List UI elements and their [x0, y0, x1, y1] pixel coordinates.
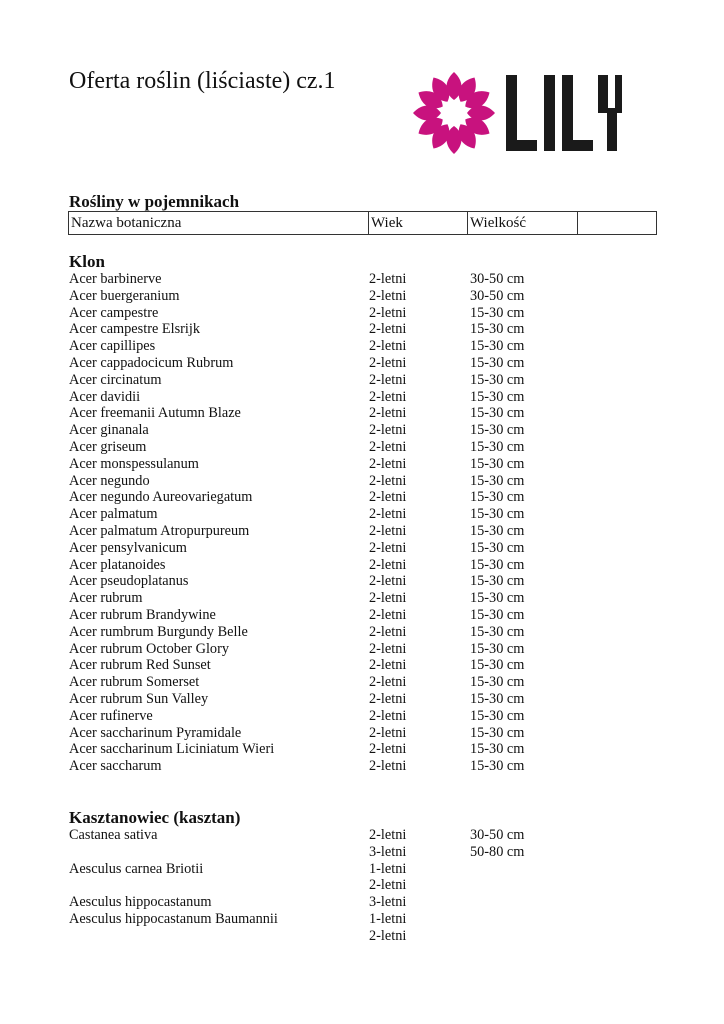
plant-age: 2-letni — [369, 724, 407, 741]
plant-age: 2-letni — [369, 354, 407, 371]
plant-name: Acer campestre — [69, 304, 159, 321]
plant-age: 2-letni — [369, 271, 407, 287]
plant-size: 15-30 cm — [470, 690, 525, 707]
plant-age: 2-letni — [369, 371, 407, 388]
plant-name: Acer campestre Elsrijk — [69, 321, 200, 338]
plant-name: Acer cappadocicum Rubrum — [69, 354, 234, 371]
plant-name: Acer buergeranium — [69, 287, 180, 304]
plant-age: 2-letni — [369, 707, 407, 724]
plant-size: 50-80 cm — [470, 843, 525, 860]
plant-name: Acer saccharum — [69, 758, 162, 775]
plant-size: 15-30 cm — [470, 472, 525, 489]
plant-age: 2-letni — [369, 338, 407, 355]
column-header-row — [69, 212, 657, 235]
plant-size: 15-30 cm — [470, 707, 525, 724]
plant-name: Acer freemanii Autumn Blaze — [69, 405, 241, 422]
plant-name: Acer rubrum Brandywine — [69, 606, 216, 623]
plant-size: 15-30 cm — [470, 623, 525, 640]
plant-age: 2-letni — [369, 623, 407, 640]
plant-size: 15-30 cm — [470, 556, 525, 573]
lily-logo — [412, 70, 622, 156]
plant-size: 15-30 cm — [470, 438, 525, 455]
column-header-size: Wielkość — [468, 212, 578, 235]
logo-letter-stroke — [544, 75, 555, 151]
plant-name: Acer negundo Aureovariegatum — [69, 489, 253, 506]
plant-name: Acer negundo — [69, 472, 150, 489]
plant-name: Acer saccharinum Pyramidale — [69, 724, 242, 741]
plant-size: 15-30 cm — [470, 741, 525, 758]
plant-age: 2-letni — [369, 657, 407, 674]
plant-age: 2-letni — [369, 438, 407, 455]
plant-name: Acer saccharinum Liciniatum Wieri — [69, 741, 275, 758]
plant-size: 15-30 cm — [470, 506, 525, 523]
plant-size: 15-30 cm — [470, 674, 525, 691]
plant-size: 15-30 cm — [470, 304, 525, 321]
plant-age: 2-letni — [369, 455, 407, 472]
column-header-age: Wiek — [369, 212, 468, 235]
page-title: Oferta roślin (liściaste) cz.1 — [69, 68, 336, 94]
plant-age: 2-letni — [369, 674, 407, 691]
plant-age: 2-letni — [369, 405, 407, 422]
logo-letter-stroke — [562, 75, 573, 151]
plant-size: 15-30 cm — [470, 573, 525, 590]
plant-age: 3-letni — [369, 843, 407, 860]
plant-name: Acer palmatum Atropurpureum — [69, 522, 250, 539]
plant-age: 2-letni — [369, 877, 407, 894]
plant-age: 2-letni — [369, 522, 407, 539]
plant-age: 2-letni — [369, 472, 407, 489]
plant-age: 2-letni — [369, 741, 407, 758]
plant-name: Acer rubrum Red Sunset — [69, 657, 211, 674]
flower-logo-icon — [413, 72, 495, 154]
plant-name: Acer rubrum — [69, 590, 143, 607]
plant-name: Acer platanoides — [69, 556, 166, 573]
group-title-klon: Klon — [69, 252, 105, 271]
plant-age: 2-letni — [369, 640, 407, 657]
plant-size: 15-30 cm — [470, 354, 525, 371]
logo-letter-stroke — [607, 108, 617, 151]
plant-size: 15-30 cm — [470, 758, 525, 775]
plant-age: 2-letni — [369, 927, 407, 944]
plant-name: Aesculus carnea Briotii — [69, 860, 204, 877]
plant-name: Acer ginanala — [69, 422, 149, 439]
plant-name: Acer palmatum — [69, 506, 158, 523]
plant-size: 15-30 cm — [470, 489, 525, 506]
plant-age: 2-letni — [369, 556, 407, 573]
logo-letter-stroke — [598, 75, 608, 113]
plant-age: 2-letni — [369, 287, 407, 304]
logo-letter-stroke — [506, 75, 517, 151]
plant-name: Acer pensylvanicum — [69, 539, 187, 556]
plant-name: Acer pseudoplatanus — [69, 573, 189, 590]
plant-name: Acer davidii — [69, 388, 141, 405]
plant-age: 2-letni — [369, 539, 407, 556]
plant-name: Acer rufinerve — [69, 707, 153, 724]
plant-size: 15-30 cm — [470, 388, 525, 405]
group-title-kasztanowiec: Kasztanowiec (kasztan) — [69, 808, 241, 827]
column-header-extra — [578, 212, 657, 235]
plant-age: 2-letni — [369, 489, 407, 506]
plant-age: 3-letni — [369, 894, 407, 911]
plant-age: 2-letni — [369, 590, 407, 607]
plant-size: 30-50 cm — [470, 827, 525, 843]
plant-size: 15-30 cm — [470, 590, 525, 607]
plant-size: 15-30 cm — [470, 657, 525, 674]
logo-letter-stroke — [615, 75, 622, 113]
plant-age: 2-letni — [369, 506, 407, 523]
plant-size: 15-30 cm — [470, 321, 525, 338]
plant-age: 2-letni — [369, 388, 407, 405]
plant-age: 1-letni — [369, 910, 407, 927]
plant-name: Acer monspessulanum — [69, 455, 199, 472]
plant-age: 2-letni — [369, 690, 407, 707]
plant-name: Acer rubrum October Glory — [69, 640, 229, 657]
plant-size: 15-30 cm — [470, 371, 525, 388]
logo-wordmark — [506, 75, 622, 151]
plant-age: 2-letni — [369, 321, 407, 338]
plant-name: Acer rubrum Somerset — [69, 674, 200, 691]
plant-name: Acer rumbrum Burgundy Belle — [69, 623, 248, 640]
plant-size: 15-30 cm — [470, 606, 525, 623]
plant-age: 2-letni — [369, 606, 407, 623]
plant-age: 2-letni — [369, 422, 407, 439]
plant-size: 15-30 cm — [470, 522, 525, 539]
plant-size: 30-50 cm — [470, 271, 525, 287]
plant-size: 15-30 cm — [470, 640, 525, 657]
plant-name: Castanea sativa — [69, 827, 158, 843]
plant-size: 15-30 cm — [470, 422, 525, 439]
plant-age: 2-letni — [369, 758, 407, 775]
plant-size: 30-50 cm — [470, 287, 525, 304]
plant-age: 1-letni — [369, 860, 407, 877]
plant-age: 2-letni — [369, 304, 407, 321]
column-header-name: Nazwa botaniczna — [69, 212, 369, 235]
column-header-table — [68, 211, 657, 235]
logo-letter-stroke — [506, 140, 537, 151]
logo-letter-stroke — [562, 140, 593, 151]
plant-size: 15-30 cm — [470, 338, 525, 355]
plant-size: 15-30 cm — [470, 405, 525, 422]
section-heading: Rośliny w pojemnikach — [69, 192, 240, 211]
plant-name: Aesculus hippocastanum Baumannii — [69, 910, 278, 927]
plant-name: Acer griseum — [69, 438, 147, 455]
plant-size: 15-30 cm — [470, 455, 525, 472]
plant-name: Acer capillipes — [69, 338, 156, 355]
plant-age: 2-letni — [369, 827, 407, 843]
plant-name: Acer barbinerve — [69, 271, 162, 287]
plant-age: 2-letni — [369, 573, 407, 590]
plant-name: Acer rubrum Sun Valley — [69, 690, 209, 707]
plant-name: Aesculus hippocastanum — [69, 894, 212, 911]
plant-size: 15-30 cm — [470, 724, 525, 741]
plant-name: Acer circinatum — [69, 371, 162, 388]
plant-size: 15-30 cm — [470, 539, 525, 556]
